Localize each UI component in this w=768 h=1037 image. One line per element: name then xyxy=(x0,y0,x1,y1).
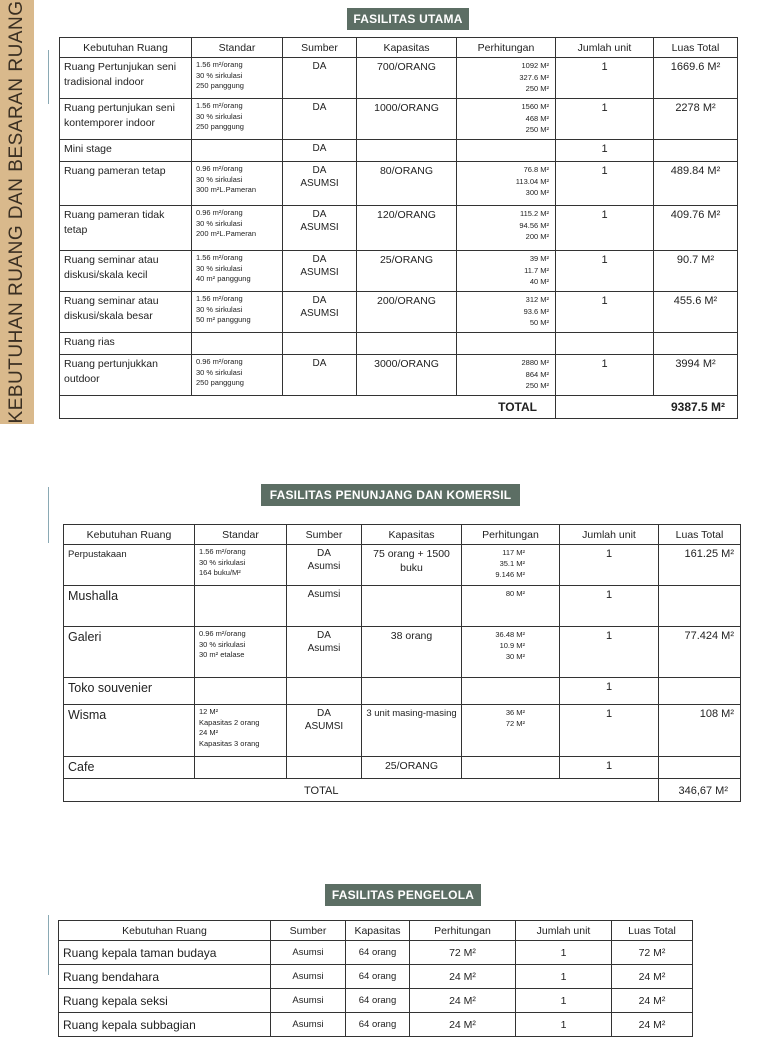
kapasitas-cell: 64 orang xyxy=(346,965,410,989)
room-name: Ruang bendahara xyxy=(59,965,271,989)
column-header: Jumlah unit xyxy=(556,38,654,58)
perhitungan-line: 36.48 M² xyxy=(495,630,525,639)
perhitungan-line: 115.2 M² xyxy=(519,209,549,218)
column-header: Perhitungan xyxy=(457,38,556,58)
kapasitas-cell xyxy=(362,586,462,627)
kapasitas-cell xyxy=(357,140,457,162)
room-name: Ruang Pertunjukan seni tradisional indoor xyxy=(60,58,192,99)
luas-cell: 161.25 M² xyxy=(659,545,741,586)
table-row xyxy=(60,58,738,99)
column-header: Sumber xyxy=(287,525,362,545)
sumber-cell xyxy=(287,586,362,627)
standar-cell xyxy=(195,705,287,757)
total-row xyxy=(64,779,741,802)
standar-line: 30 % sirkulasi xyxy=(196,218,243,228)
standar-line: 250 panggung xyxy=(196,122,244,131)
column-header: Luas Total xyxy=(659,525,741,545)
unit-cell: 1 xyxy=(516,989,612,1013)
perhitungan-line: 36 M² xyxy=(505,708,525,717)
standar-line: 164 buku/M² xyxy=(199,568,241,577)
unit-cell: 1 xyxy=(560,705,659,757)
column-header: Kebutuhan Ruang xyxy=(59,921,271,941)
column-header: Luas Total xyxy=(654,38,738,58)
standar-line: 50 m² panggung xyxy=(196,315,251,324)
sumber-line: ASUMSI xyxy=(300,178,339,189)
unit-cell: 1 xyxy=(560,627,659,678)
standar-cell xyxy=(195,627,287,678)
room-name: Ruang pertunjukan seni kontemporer indoor xyxy=(60,99,192,140)
luas-cell xyxy=(654,333,738,355)
sumber-cell: Asumsi xyxy=(271,989,346,1013)
sumber-line: DA xyxy=(312,295,327,306)
perhitungan-cell xyxy=(457,58,556,99)
perhitungan-cell xyxy=(462,705,560,757)
unit-cell: 1 xyxy=(556,292,654,333)
perhitungan-line: 10.9 M² xyxy=(499,641,525,650)
table-row xyxy=(64,678,741,705)
luas-cell xyxy=(659,586,741,627)
column-header: Kapasitas xyxy=(357,38,457,58)
standar-cell xyxy=(195,586,287,627)
sumber-line: ASUMSI xyxy=(300,267,339,278)
perhitungan-line: 250 M² xyxy=(525,84,549,93)
perhitungan-cell xyxy=(462,757,560,779)
unit-cell xyxy=(556,333,654,355)
standar-line: Kapasitas 3 orang xyxy=(199,738,260,748)
room-name: Ruang kepala subbagian xyxy=(59,1013,271,1037)
room-name: Mushalla xyxy=(64,586,195,627)
perhitungan-line: 327.6 M² xyxy=(519,72,549,82)
unit-cell: 1 xyxy=(516,1013,612,1037)
side-band xyxy=(0,0,34,424)
perhitungan-cell xyxy=(462,627,560,678)
table-row xyxy=(59,989,693,1013)
column-header: Jumlah unit xyxy=(560,525,659,545)
perhitungan-line: 11.7 M² xyxy=(524,265,549,275)
table-fasilitas-penunjang xyxy=(63,524,741,802)
perhitungan-cell xyxy=(457,206,556,251)
table-fasilitas-pengelola xyxy=(58,920,693,1037)
standar-line: 200 m²L.Pameran xyxy=(196,229,257,238)
perhitungan-line: 1092 M² xyxy=(521,61,549,70)
standar-line: 0.96 m²/orang xyxy=(196,208,243,217)
luas-cell xyxy=(654,140,738,162)
kapasitas-cell: 200/ORANG xyxy=(357,292,457,333)
sumber-line: DA xyxy=(312,143,327,154)
perhitungan-cell xyxy=(457,355,556,396)
table-row xyxy=(60,140,738,162)
sumber-cell xyxy=(283,58,357,99)
unit-cell: 1 xyxy=(516,941,612,965)
table-row xyxy=(60,355,738,396)
sumber-cell xyxy=(287,627,362,678)
standar-line: 30 % sirkulasi xyxy=(196,70,243,80)
room-name: Ruang kepala seksi xyxy=(59,989,271,1013)
table-row xyxy=(59,965,693,989)
unit-cell: 1 xyxy=(560,757,659,779)
total-value-cell xyxy=(556,396,738,419)
sumber-line: DA xyxy=(312,358,327,369)
standar-line: 0.96 m²/orang xyxy=(196,357,243,366)
table-row xyxy=(64,705,741,757)
sumber-cell xyxy=(287,545,362,586)
perhitungan-cell xyxy=(457,99,556,140)
divider-line xyxy=(48,915,49,975)
total-value-cell xyxy=(659,779,741,802)
sumber-cell xyxy=(283,140,357,162)
sumber-line: ASUMSI xyxy=(304,721,344,732)
perhitungan-line: 94.56 M² xyxy=(519,220,549,230)
standar-cell xyxy=(192,162,283,206)
unit-cell: 1 xyxy=(516,965,612,989)
perhitungan-cell xyxy=(457,140,556,162)
kapasitas-cell: 25/ORANG xyxy=(357,251,457,292)
kapasitas-cell: 1000/ORANG xyxy=(357,99,457,140)
standar-line: 0.96 m²/orang xyxy=(199,629,246,638)
table-row xyxy=(60,99,738,140)
standar-cell xyxy=(192,140,283,162)
column-header: Standar xyxy=(192,38,283,58)
perhitungan-line: 39 M² xyxy=(529,254,549,263)
kapasitas-cell: 700/ORANG xyxy=(357,58,457,99)
sumber-line: DA xyxy=(312,61,327,72)
luas-cell: 72 M² xyxy=(612,941,693,965)
standar-cell xyxy=(192,206,283,251)
divider-line xyxy=(48,487,49,543)
perhitungan-line: 40 M² xyxy=(529,277,549,286)
perhitungan-line: 30 M² xyxy=(505,652,525,661)
column-header: Sumber xyxy=(283,38,357,58)
kapasitas-cell: 3 unit masing-masing xyxy=(362,705,462,757)
perhitungan-line: 93.6 M² xyxy=(523,306,549,316)
total-value: 346,67 M² xyxy=(678,785,728,797)
standar-line: 30 % sirkulasi xyxy=(199,639,246,649)
perhitungan-line: 76.8 M² xyxy=(523,165,549,174)
sumber-cell xyxy=(283,206,357,251)
room-name: Ruang pameran tidak tetap xyxy=(60,206,192,251)
room-name: Ruang pameran tetap xyxy=(60,162,192,206)
sumber-cell xyxy=(287,757,362,779)
standar-line: 300 m²L.Pameran xyxy=(196,185,257,194)
sumber-cell xyxy=(283,355,357,396)
standar-line: 0.96 m²/orang xyxy=(196,164,243,173)
perhitungan-cell xyxy=(457,251,556,292)
kapasitas-cell xyxy=(362,678,462,705)
total-label: TOTAL xyxy=(498,400,537,414)
standar-line: 30 % sirkulasi xyxy=(196,174,243,184)
sumber-line: Asumsi xyxy=(307,643,341,654)
column-header: Kebutuhan Ruang xyxy=(60,38,192,58)
luas-cell: 24 M² xyxy=(612,1013,693,1037)
standar-line: 30 % sirkulasi xyxy=(196,367,243,377)
perhitungan-line: 468 M² xyxy=(525,113,549,123)
standar-line: 1.56 m²/orang xyxy=(196,294,243,303)
standar-line: 250 panggung xyxy=(196,378,244,387)
room-name: Galeri xyxy=(64,627,195,678)
luas-cell: 489.84 M² xyxy=(654,162,738,206)
unit-cell: 1 xyxy=(556,58,654,99)
perhitungan-line: 35.1 M² xyxy=(499,559,525,568)
kapasitas-cell xyxy=(357,333,457,355)
unit-cell: 1 xyxy=(560,545,659,586)
perhitungan-line: 72 M² xyxy=(505,719,525,728)
luas-cell: 77.424 M² xyxy=(659,627,741,678)
sumber-line: DA xyxy=(317,630,331,641)
luas-cell: 3994 M² xyxy=(654,355,738,396)
perhitungan-cell xyxy=(462,586,560,627)
unit-cell: 1 xyxy=(556,162,654,206)
kapasitas-cell: 80/ORANG xyxy=(357,162,457,206)
total-label-cell xyxy=(64,779,659,802)
table-row xyxy=(60,206,738,251)
standar-line: 30 % sirkulasi xyxy=(199,557,246,567)
sumber-line: DA xyxy=(317,708,331,719)
total-row xyxy=(60,396,738,419)
sumber-cell xyxy=(283,162,357,206)
column-header: Luas Total xyxy=(612,921,693,941)
luas-cell xyxy=(659,678,741,705)
luas-cell: 1669.6 M² xyxy=(654,58,738,99)
kapasitas-cell: 64 orang xyxy=(346,1013,410,1037)
perhitungan-line: 50 M² xyxy=(529,318,549,327)
kapasitas-cell: 75 orang + 1500 buku xyxy=(362,545,462,586)
room-name: Mini stage xyxy=(60,140,192,162)
perhitungan-line: 2880 M² xyxy=(521,358,549,367)
sumber-line: DA xyxy=(312,209,327,220)
standar-cell xyxy=(192,333,283,355)
standar-line: 24 M² xyxy=(199,728,219,737)
sumber-cell xyxy=(283,292,357,333)
perhitungan-line: 113.04 M² xyxy=(515,176,549,186)
sumber-line: Asumsi xyxy=(307,589,341,600)
perhitungan-line: 80 M² xyxy=(505,589,525,598)
room-name: Ruang kepala taman budaya xyxy=(59,941,271,965)
kapasitas-cell: 38 orang xyxy=(362,627,462,678)
sumber-cell: Asumsi xyxy=(271,965,346,989)
sumber-line: DA xyxy=(312,102,327,113)
total-value: 9387.5 M² xyxy=(670,400,725,414)
perhitungan-cell: 72 M² xyxy=(410,941,516,965)
standar-line: 30 m² etalase xyxy=(199,650,245,659)
sumber-line: Asumsi xyxy=(307,561,341,572)
column-header: Jumlah unit xyxy=(516,921,612,941)
column-header: Perhitungan xyxy=(462,525,560,545)
table-row xyxy=(64,586,741,627)
unit-cell: 1 xyxy=(556,99,654,140)
standar-line: 250 panggung xyxy=(196,81,244,90)
standar-line: 30 % sirkulasi xyxy=(196,263,243,273)
perhitungan-cell xyxy=(457,292,556,333)
room-name: Ruang rias xyxy=(60,333,192,355)
standar-line: 30 % sirkulasi xyxy=(196,111,243,121)
section-heading-pengelola: FASILITAS PENGELOLA xyxy=(325,884,481,906)
sumber-cell xyxy=(287,705,362,757)
column-header: Kapasitas xyxy=(362,525,462,545)
sumber-line: ASUMSI xyxy=(300,222,339,233)
sumber-cell xyxy=(283,333,357,355)
column-header: Standar xyxy=(195,525,287,545)
standar-line: 12 M² xyxy=(199,707,219,716)
unit-cell: 1 xyxy=(560,678,659,705)
sumber-line: ASUMSI xyxy=(300,308,339,319)
table-row xyxy=(60,251,738,292)
unit-cell: 1 xyxy=(556,206,654,251)
divider-line xyxy=(48,50,49,104)
room-name: Ruang seminar atau diskusi/skala kecil xyxy=(60,251,192,292)
perhitungan-line: 300 M² xyxy=(525,188,549,197)
standar-cell xyxy=(192,251,283,292)
perhitungan-line: 250 M² xyxy=(525,381,549,390)
standar-line: 1.56 m²/orang xyxy=(196,101,243,110)
kapasitas-cell: 120/ORANG xyxy=(357,206,457,251)
sumber-line: DA xyxy=(312,254,327,265)
luas-cell: 2278 M² xyxy=(654,99,738,140)
room-name: Ruang seminar atau diskusi/skala besar xyxy=(60,292,192,333)
sumber-line: DA xyxy=(317,548,331,559)
room-name: Perpustakaan xyxy=(64,545,195,586)
standar-line: 1.56 m²/orang xyxy=(196,60,243,69)
room-name: Ruang pertunjukkan outdoor xyxy=(60,355,192,396)
kapasitas-cell: 3000/ORANG xyxy=(357,355,457,396)
table-row xyxy=(64,757,741,779)
perhitungan-cell xyxy=(457,333,556,355)
perhitungan-line: 9.146 M² xyxy=(495,570,525,579)
table-row xyxy=(59,1013,693,1037)
unit-cell: 1 xyxy=(556,140,654,162)
unit-cell: 1 xyxy=(556,251,654,292)
standar-cell xyxy=(195,757,287,779)
room-name: Toko souvenier xyxy=(64,678,195,705)
table-row xyxy=(60,162,738,206)
room-name: Wisma xyxy=(64,705,195,757)
perhitungan-cell xyxy=(462,678,560,705)
table-row xyxy=(60,292,738,333)
section-heading-penunjang: FASILITAS PENUNJANG DAN KOMERSIL xyxy=(261,484,520,506)
kapasitas-cell: 64 orang xyxy=(346,941,410,965)
luas-cell: 24 M² xyxy=(612,965,693,989)
perhitungan-cell: 24 M² xyxy=(410,989,516,1013)
perhitungan-cell: 24 M² xyxy=(410,1013,516,1037)
section-heading-utama: FASILITAS UTAMA xyxy=(347,8,469,30)
standar-cell xyxy=(192,99,283,140)
unit-cell: 1 xyxy=(556,355,654,396)
table-row xyxy=(60,333,738,355)
table-fasilitas-utama xyxy=(59,37,738,419)
sumber-cell: Asumsi xyxy=(271,1013,346,1037)
luas-cell: 24 M² xyxy=(612,989,693,1013)
luas-cell: 409.76 M² xyxy=(654,206,738,251)
total-label-cell xyxy=(60,396,556,419)
perhitungan-line: 312 M² xyxy=(525,295,549,304)
table-row xyxy=(59,941,693,965)
table-row xyxy=(64,545,741,586)
luas-cell xyxy=(659,757,741,779)
sumber-cell xyxy=(283,251,357,292)
standar-cell xyxy=(192,58,283,99)
standar-cell xyxy=(195,678,287,705)
room-name: Cafe xyxy=(64,757,195,779)
sumber-line: DA xyxy=(312,165,327,176)
standar-line: 30 % sirkulasi xyxy=(196,304,243,314)
total-label: TOTAL xyxy=(304,785,339,797)
luas-cell: 108 M² xyxy=(659,705,741,757)
sumber-cell xyxy=(283,99,357,140)
column-header: Kapasitas xyxy=(346,921,410,941)
standar-line: Kapasitas 2 orang xyxy=(199,717,260,727)
standar-line: 40 m² panggung xyxy=(196,274,251,283)
perhitungan-line: 200 M² xyxy=(525,232,549,241)
table-row xyxy=(64,627,741,678)
perhitungan-cell xyxy=(462,545,560,586)
luas-cell: 455.6 M² xyxy=(654,292,738,333)
luas-cell: 90.7 M² xyxy=(654,251,738,292)
perhitungan-line: 864 M² xyxy=(525,369,549,379)
kapasitas-cell: 25/ORANG xyxy=(362,757,462,779)
sumber-cell xyxy=(287,678,362,705)
perhitungan-line: 117 M² xyxy=(502,548,525,557)
standar-cell xyxy=(195,545,287,586)
perhitungan-line: 250 M² xyxy=(525,125,549,134)
side-title: KEBUTUHAN RUANG DAN BESARAN RUANG xyxy=(6,0,27,424)
sumber-cell: Asumsi xyxy=(271,941,346,965)
column-header: Kebutuhan Ruang xyxy=(64,525,195,545)
standar-cell xyxy=(192,355,283,396)
standar-line: 1.56 m²/orang xyxy=(199,547,246,556)
column-header: Perhitungan xyxy=(410,921,516,941)
perhitungan-cell xyxy=(457,162,556,206)
kapasitas-cell: 64 orang xyxy=(346,989,410,1013)
perhitungan-line: 1560 M² xyxy=(521,102,549,111)
standar-cell xyxy=(192,292,283,333)
standar-line: 1.56 m²/orang xyxy=(196,253,243,262)
perhitungan-cell: 24 M² xyxy=(410,965,516,989)
column-header: Sumber xyxy=(271,921,346,941)
unit-cell: 1 xyxy=(560,586,659,627)
